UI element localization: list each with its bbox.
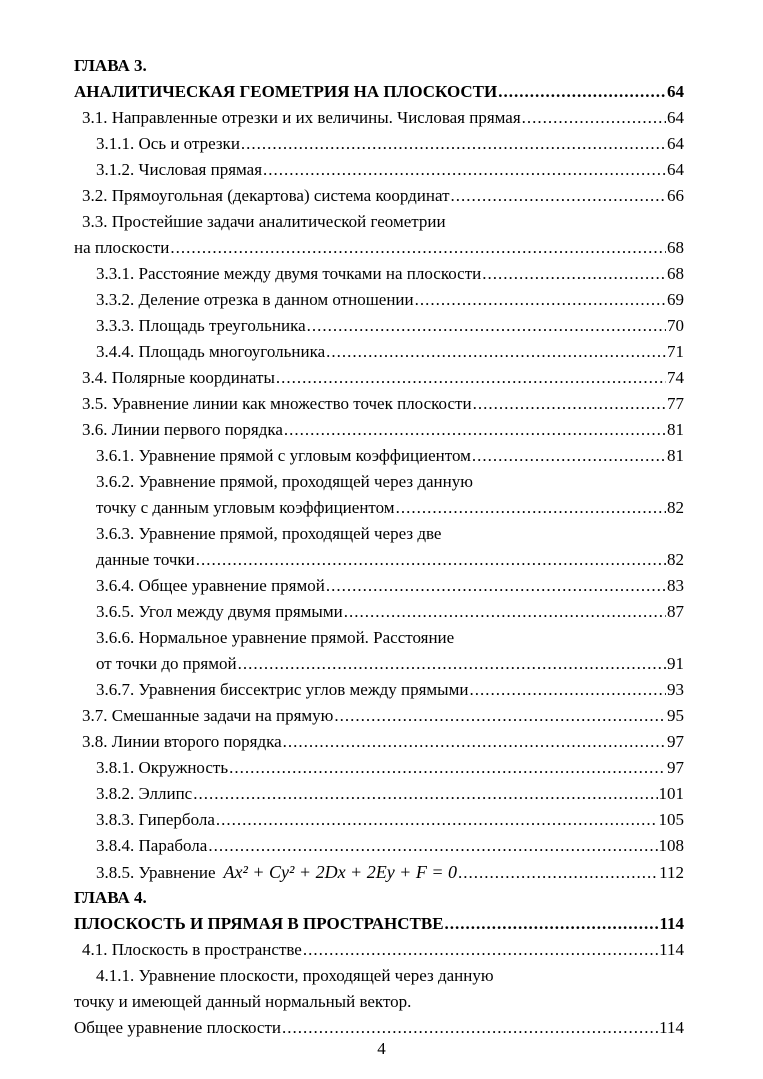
toc-entry xyxy=(74,183,684,209)
dot-leader xyxy=(472,443,666,469)
dot-leader xyxy=(283,729,666,755)
toc-entry-title: АНАЛИТИЧЕСКАЯ ГЕОМЕТРИЯ НА ПЛОСКОСТИ xyxy=(74,82,498,101)
toc-entry xyxy=(74,833,684,859)
dot-leader xyxy=(522,105,666,131)
toc-entry xyxy=(74,131,684,157)
toc-entry-title: 3.6.7. Уравнения биссектрис углов между прямыми xyxy=(96,680,469,699)
dot-leader xyxy=(276,365,666,391)
toc-entry-title: на плоскости xyxy=(74,238,170,257)
dot-leader xyxy=(241,131,666,157)
table-of-contents xyxy=(74,53,684,1041)
toc-page-number: 71 xyxy=(667,342,684,361)
toc-page-number: 101 xyxy=(658,784,684,803)
dot-leader xyxy=(498,79,666,105)
toc-entry-title: 3.1. Направленные отрезки и их величины. Числовая прямая xyxy=(82,108,521,127)
chapter-heading xyxy=(74,79,684,105)
toc-entry xyxy=(74,651,684,677)
toc-entry xyxy=(74,677,684,703)
toc-entry-title: 3.8.4. Парабола xyxy=(96,836,208,855)
toc-page-number: 91 xyxy=(667,654,684,673)
toc-entry-title: ГЛАВА 4. xyxy=(74,888,147,907)
dot-leader xyxy=(196,547,666,573)
dot-leader xyxy=(482,261,666,287)
dot-leader xyxy=(263,157,666,183)
dot-leader xyxy=(303,937,658,963)
toc-entry xyxy=(74,391,684,417)
toc-entry-title: 3.3. Простейшие задачи аналитической геометрии xyxy=(82,212,446,231)
dot-leader xyxy=(208,833,657,859)
toc-entry xyxy=(74,989,684,1015)
toc-page-number: 70 xyxy=(667,316,684,335)
toc-entry xyxy=(74,625,684,651)
toc-entry-title: 3.5. Уравнение линии как множество точек плоскости xyxy=(82,394,472,413)
chapter-heading xyxy=(74,53,684,79)
toc-entry-title: ГЛАВА 3. xyxy=(74,56,147,75)
toc-page-number: 81 xyxy=(667,420,684,439)
toc-entry-title: 4.1.1. Уравнение плоскости, проходящей через данную xyxy=(96,966,494,985)
toc-page-number: 69 xyxy=(667,290,684,309)
dot-leader xyxy=(282,1015,658,1041)
dot-leader xyxy=(326,573,666,599)
toc-entry xyxy=(74,261,684,287)
toc-page-number: 95 xyxy=(667,706,684,725)
dot-leader xyxy=(334,703,666,729)
dot-leader xyxy=(170,235,666,261)
toc-entry xyxy=(74,313,684,339)
dot-leader xyxy=(229,755,666,781)
toc-entry-title: Общее уравнение плоскости xyxy=(74,1018,282,1037)
toc-entry-title: 3.3.2. Деление отрезка в данном отношении xyxy=(96,290,414,309)
toc-entry-title: 3.8. Линии второго порядка xyxy=(82,732,282,751)
chapter-heading xyxy=(74,911,684,937)
toc-entry xyxy=(74,1015,684,1041)
toc-page-number: 64 xyxy=(667,160,684,179)
dot-leader xyxy=(238,651,666,677)
toc-entry-title: данные точки xyxy=(96,550,195,569)
toc-page-number: 114 xyxy=(659,914,684,933)
toc-entry xyxy=(74,729,684,755)
dot-leader xyxy=(415,287,666,313)
toc-page-number: 87 xyxy=(667,602,684,621)
dot-leader xyxy=(451,183,666,209)
toc-entry xyxy=(74,495,684,521)
toc-page-number: 82 xyxy=(667,550,684,569)
toc-page-number: 83 xyxy=(667,576,684,595)
dot-leader xyxy=(344,599,666,625)
dot-leader xyxy=(216,807,658,833)
toc-page-number: 74 xyxy=(667,368,684,387)
toc-entry-title: 3.6.4. Общее уравнение прямой xyxy=(96,576,325,595)
toc-entry-title: 3.7. Смешанные задачи на прямую xyxy=(82,706,334,725)
toc-page-number: 97 xyxy=(667,732,684,751)
toc-page-number: 114 xyxy=(659,1018,684,1037)
toc-page-number: 68 xyxy=(667,264,684,283)
toc-entry-title: 3.2. Прямоугольная (декартова) система координат xyxy=(82,186,450,205)
toc-entry-title: 3.8.3. Гипербола xyxy=(96,810,215,829)
toc-entry xyxy=(74,469,684,495)
toc-page-number: 64 xyxy=(667,108,684,127)
toc-page-number: 97 xyxy=(667,758,684,777)
dot-leader xyxy=(193,781,657,807)
dot-leader xyxy=(284,417,666,443)
toc-entry-title: 3.4. Полярные координаты xyxy=(82,368,275,387)
toc-entry xyxy=(74,365,684,391)
toc-entry xyxy=(74,339,684,365)
toc-entry xyxy=(74,781,684,807)
toc-entry xyxy=(74,105,684,131)
toc-entry xyxy=(74,417,684,443)
dot-leader xyxy=(458,860,658,886)
dot-leader xyxy=(326,339,666,365)
toc-entry-title: 3.6.1. Уравнение прямой с угловым коэффициентом xyxy=(96,446,471,465)
toc-entry-title: 3.4.4. Площадь многоугольника xyxy=(96,342,326,361)
toc-entry xyxy=(74,209,684,235)
toc-page-number: 81 xyxy=(667,446,684,465)
toc-entry-title: 3.3.3. Площадь треугольника xyxy=(96,316,306,335)
toc-entry-title: 3.1.1. Ось и отрезки xyxy=(96,134,240,153)
toc-entry xyxy=(74,703,684,729)
toc-entry-title: 3.6.5. Угол между двумя прямыми xyxy=(96,602,343,621)
toc-entry xyxy=(74,807,684,833)
chapter-heading xyxy=(74,885,684,911)
toc-entry-title: 3.6. Линии первого порядка xyxy=(82,420,283,439)
toc-entry-title: от точки до прямой xyxy=(96,654,237,673)
toc-entry xyxy=(74,521,684,547)
toc-page-number: 93 xyxy=(667,680,684,699)
dot-leader xyxy=(307,313,666,339)
dot-leader xyxy=(469,677,666,703)
toc-entry xyxy=(74,755,684,781)
toc-page-number: 77 xyxy=(667,394,684,413)
toc-entry-title: 3.8.2. Эллипс xyxy=(96,784,193,803)
dot-leader xyxy=(396,495,666,521)
toc-entry-title: 3.6.6. Нормальное уравнение прямой. Расстояние xyxy=(96,628,455,647)
toc-page-number: 68 xyxy=(667,238,684,257)
toc-entry-title: ПЛОСКОСТЬ И ПРЯМАЯ В ПРОСТРАНСТВЕ xyxy=(74,914,444,933)
toc-equation: Ax² + Cy² + 2Dx + 2Ey + F = 0 xyxy=(223,862,457,882)
toc-entry xyxy=(74,157,684,183)
toc-entry xyxy=(74,859,684,885)
toc-entry xyxy=(74,573,684,599)
toc-entry xyxy=(74,443,684,469)
toc-entry xyxy=(74,599,684,625)
toc-page-number: 64 xyxy=(667,134,684,153)
toc-page-number: 82 xyxy=(667,498,684,517)
toc-entry-title: 3.6.2. Уравнение прямой, проходящей через данную xyxy=(96,472,473,491)
toc-page-number: 108 xyxy=(658,836,684,855)
toc-page-number: 64 xyxy=(667,82,684,101)
toc-entry-title: точку с данным угловым коэффициентом xyxy=(96,498,395,517)
toc-entry xyxy=(74,287,684,313)
toc-page-number: 112 xyxy=(659,863,684,882)
toc-entry-title: 3.8.5. Уравнение xyxy=(96,863,216,882)
toc-page-number: 114 xyxy=(659,940,684,959)
toc-entry xyxy=(74,547,684,573)
toc-page-number: 66 xyxy=(667,186,684,205)
page-number: 4 xyxy=(377,1039,386,1058)
toc-entry-title: 3.3.1. Расстояние между двумя точками на плоскости xyxy=(96,264,482,283)
toc-entry xyxy=(74,235,684,261)
toc-entry xyxy=(74,963,684,989)
dot-leader xyxy=(473,391,666,417)
toc-entry-title: 3.8.1. Окружность xyxy=(96,758,229,777)
toc-entry-title: 3.1.2. Числовая прямая xyxy=(96,160,263,179)
dot-leader xyxy=(445,911,659,937)
toc-entry xyxy=(74,937,684,963)
toc-entry-title: точку и имеющей данный нормальный вектор. xyxy=(74,992,412,1011)
toc-page-number: 105 xyxy=(658,810,684,829)
toc-entry-title: 3.6.3. Уравнение прямой, проходящей через две xyxy=(96,524,442,543)
toc-entry-title: 4.1. Плоскость в пространстве xyxy=(82,940,302,959)
